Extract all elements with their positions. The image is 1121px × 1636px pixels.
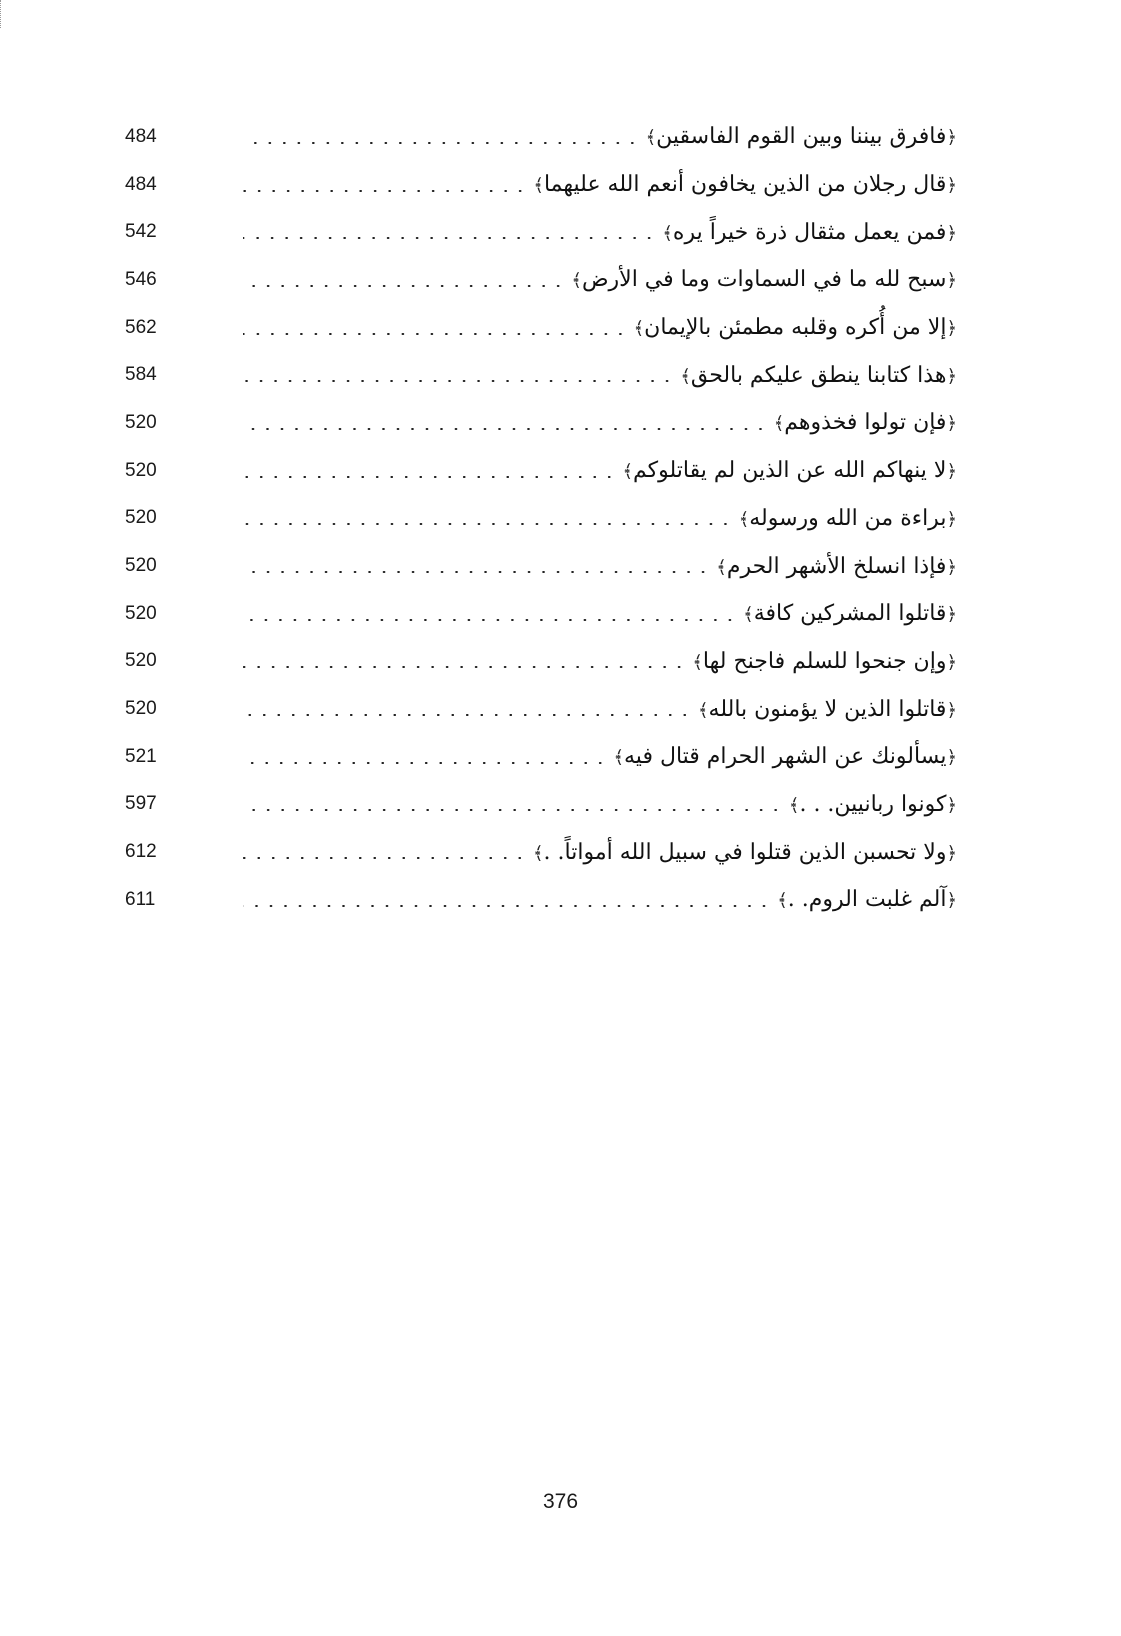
close-bracket: ﴾ [716,556,727,578]
index-row [125,781,957,829]
open-bracket: ﴿ [946,890,957,912]
close-bracket: ﴾ [533,175,544,197]
verse-text: فإذا انسلخ الأشهر الحرم [726,553,947,579]
dot-leader [243,190,527,192]
verse-entry [613,744,957,769]
verse-entry [662,220,957,245]
dot-leader [243,905,771,907]
dot-leader [243,237,656,239]
dot-leader [243,428,768,430]
close-bracket: ﴾ [777,890,788,912]
open-bracket: ﴿ [946,651,957,673]
page-reference: 484 [125,125,157,147]
index-row [125,590,957,638]
verse-text: قال رجلان من الذين يخافون أنعم الله عليهما [543,172,947,198]
close-bracket: ﴾ [698,699,709,721]
close-bracket: ﴾ [788,794,800,816]
dot-leader [243,666,686,668]
dot-leader [243,380,674,382]
scan-edge-mark [0,0,4,28]
verse-entry [571,267,957,292]
dot-leader [243,619,737,621]
verse-entry [692,649,957,674]
open-bracket: ﴿ [946,604,957,626]
close-bracket: ﴾ [680,365,691,387]
verse-text: هذا كتابنا ينطق عليكم بالحق [690,362,947,388]
dot-leader [243,571,710,573]
verse-text: كونوا ربانيين. . . [799,791,947,817]
close-bracket: ﴾ [738,508,750,530]
close-bracket: ﴾ [613,747,625,769]
page-reference: 520 [125,459,157,481]
verse-entry [680,363,957,388]
dot-leader [243,809,783,811]
verse-entry [622,458,957,483]
page-reference: 521 [125,745,157,767]
index-row [125,161,957,209]
verse-text: قاتلوا المشركين كافة [753,601,947,627]
open-bracket: ﴿ [946,556,957,578]
dot-leader [243,857,527,859]
index-row [125,351,957,399]
open-bracket: ﴿ [946,747,957,769]
verse-text: لا ينهاكم الله عن الذين لم يقاتلوكم [633,458,947,484]
open-bracket: ﴿ [946,318,957,340]
verse-entry [634,315,957,340]
verse-text: وإن جنحوا للسلم فاجنح لها [702,648,947,674]
page-reference: 542 [125,221,157,243]
dot-leader [243,523,733,525]
index-row [125,256,957,304]
open-bracket: ﴿ [946,699,957,721]
index-row [125,733,957,781]
index-row [125,638,957,686]
dot-leader [243,333,628,335]
page-reference: 484 [125,173,157,195]
open-bracket: ﴿ [946,175,957,197]
verse-text: سبح لله ما في السماوات وما في الأرض [581,267,947,293]
dot-leader [243,285,565,287]
dot-leader [243,476,616,478]
verse-entry [789,792,957,817]
index-row [125,542,957,590]
verse-entry [533,172,957,197]
open-bracket: ﴿ [946,794,957,816]
verse-entry [533,840,957,865]
open-bracket: ﴿ [946,461,957,483]
verse-text: ولا تحسبن الذين قتلوا في سبيل الله أمواتاً. . [543,839,947,865]
page-reference: 520 [125,602,157,624]
index-row [125,828,957,876]
index-row [125,208,957,256]
page-reference: 520 [125,555,157,577]
close-bracket: ﴾ [645,127,657,149]
page-reference: 597 [125,793,157,815]
index-row [125,495,957,543]
verse-entry [774,410,957,435]
index-row [125,304,957,352]
page-reference: 612 [125,841,157,863]
verse-entry [739,506,957,531]
dot-leader [243,714,692,716]
index-row [125,876,957,924]
dot-leader [243,142,640,144]
open-bracket: ﴿ [946,508,957,530]
page-reference: 546 [125,268,157,290]
index-row [125,685,957,733]
page-reference: 520 [125,507,157,529]
verse-entry [777,887,957,912]
open-bracket: ﴿ [946,222,957,244]
open-bracket: ﴿ [946,270,957,292]
open-bracket: ﴿ [946,365,957,387]
page-reference: 562 [125,316,157,338]
page-reference: 584 [125,364,157,386]
page-reference: 520 [125,698,157,720]
verse-text: فإن تولوا فخذوهم [784,410,947,436]
close-bracket: ﴾ [633,318,645,340]
page-reference: 611 [125,888,156,910]
verse-text: إلا من أُكره وقلبه مطمئن بالإيمان [644,315,947,341]
close-bracket: ﴾ [773,413,785,435]
index-row [125,447,957,495]
close-bracket: ﴾ [532,842,544,864]
open-bracket: ﴿ [946,842,957,864]
verse-text: فافرق بيننا وبين القوم الفاسقين [656,124,947,150]
verse-entry [716,554,957,579]
close-bracket: ﴾ [571,270,582,292]
open-bracket: ﴿ [946,127,957,149]
verse-text: آلم غلبت الروم. . [787,887,947,913]
verse-entry [743,601,957,626]
verse-text: براءة من الله ورسوله [749,505,947,531]
close-bracket: ﴾ [662,222,673,244]
verse-entry [646,124,957,149]
index-row [125,399,957,447]
verse-text: فمن يعمل مثقال ذرة خيراً يره [672,219,947,245]
verse-text: قاتلوا الذين لا يؤمنون بالله [708,696,947,722]
dot-leader [243,762,607,764]
open-bracket: ﴿ [946,413,957,435]
page-reference: 520 [125,411,157,433]
page-reference: 520 [125,650,157,672]
verse-text: يسألونك عن الشهر الحرام قتال فيه [624,744,947,770]
close-bracket: ﴾ [743,604,754,626]
verse-index-list [125,113,957,924]
close-bracket: ﴾ [622,461,634,483]
close-bracket: ﴾ [692,651,703,673]
index-row [125,113,957,161]
page-number: 376 [542,1490,579,1513]
verse-entry [698,697,957,722]
